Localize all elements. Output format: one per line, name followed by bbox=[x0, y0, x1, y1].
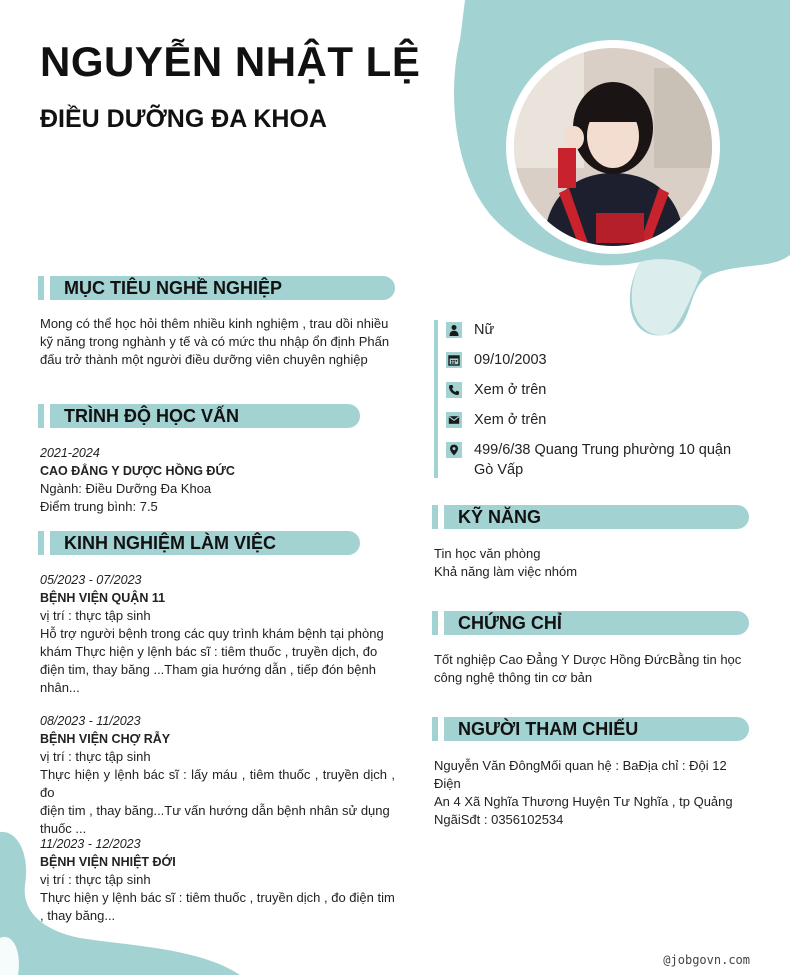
contact-accent-bar bbox=[434, 320, 438, 478]
contact-address: 499/6/38 Quang Trung phường 10 quận Gò Vấp bbox=[446, 440, 731, 480]
skills-list bbox=[434, 545, 754, 581]
objective-text: Mong có thể học hỏi thêm nhiều kinh nghiệm , trau dồi nhiều kỹ năng trong nghành y tế và có mức thu nhập ổn định Phấn đấu trở thành một người điều dưỡng viên chuyên nghiệp bbox=[40, 316, 390, 367]
education-heading bbox=[40, 404, 360, 428]
skills-heading bbox=[434, 505, 749, 529]
contact-birthday: 09/10/2003 bbox=[446, 350, 547, 370]
watermark: @jobgovn.com bbox=[663, 953, 750, 967]
references-text: Nguyễn Văn ĐôngMối quan hệ : BaĐịa chỉ : Đội 12 Điện An 4 Xã Nghĩa Thương Huyện Tư Nghĩa , tp Quảng NgãiSđt : 0356102534 bbox=[434, 758, 733, 827]
references-heading-label: NGƯỜI THAM CHIẾU bbox=[458, 718, 639, 739]
skill-item: Khả năng làm việc nhóm bbox=[434, 564, 578, 579]
contact-phone: Xem ở trên bbox=[446, 380, 546, 400]
education-entry bbox=[40, 444, 400, 516]
certificates-text: Tốt nghiệp Cao Đẳng Y Dược Hồng ĐứcBằng tin học công nghệ thông tin cơ bản bbox=[434, 652, 742, 685]
certificates-heading bbox=[434, 611, 749, 635]
candidate-name: NGUYỄN NHẬT LỆ bbox=[40, 38, 421, 85]
education-school: CAO ĐẲNG Y DƯỢC HỒNG ĐỨC bbox=[40, 464, 235, 478]
person-icon bbox=[446, 322, 462, 338]
location-icon bbox=[446, 442, 462, 458]
experience-item: 05/2023 - 07/2023 BỆNH VIỆN QUẬN 11 vị trí : thực tập sinh Hỗ trợ người bệnh trong các quy trình khám bệnh tại phòng khám Thực hiện y lệnh bác sĩ : tiêm thuốc , truyền dịch, đo điện tim, thay băng ...Tham gia hướng dẫn , tiếp đón bệnh nhân... bbox=[40, 573, 384, 695]
education-period: 2021-2024 bbox=[40, 446, 100, 460]
objective-heading bbox=[40, 276, 395, 300]
experience-heading bbox=[40, 531, 360, 555]
contact-email: Xem ở trên bbox=[446, 410, 546, 430]
certificates-heading-label: CHỨNG CHỈ bbox=[458, 612, 562, 633]
references-heading bbox=[434, 717, 749, 741]
experience-heading-label: KINH NGHIỆM LÀM VIỆC bbox=[64, 532, 277, 553]
profile-photo bbox=[514, 48, 712, 246]
skills-heading-label: KỸ NĂNG bbox=[458, 506, 542, 527]
objective-heading-label: MỤC TIÊU NGHỀ NGHIỆP bbox=[64, 277, 283, 298]
education-major: Ngành: Điều Dưỡng Đa Khoa bbox=[40, 481, 212, 496]
education-heading-label: TRÌNH ĐỘ HỌC VẤN bbox=[64, 405, 239, 426]
mail-icon bbox=[446, 412, 462, 428]
education-gpa: Điểm trung bình: 7.5 bbox=[40, 499, 158, 514]
contact-gender: Nữ bbox=[446, 320, 494, 340]
experience-item: 08/2023 - 11/2023 BỆNH VIỆN CHỢ RẪY vị trí : thực tập sinh Thực hiện y lệnh bác sĩ : lấy máu , tiêm thuốc , truyền dịch , đo điện tim , thay băng...Tư vấn hướng dẫn bệnh nhân sử dụng thuốc ... bbox=[40, 714, 395, 836]
skill-item: Tin học văn phòng bbox=[434, 546, 541, 561]
phone-icon bbox=[446, 382, 462, 398]
calendar-icon bbox=[446, 352, 462, 368]
candidate-title: ĐIỀU DƯỠNG ĐA KHOA bbox=[40, 105, 327, 133]
experience-item: 11/2023 - 12/2023 BỆNH VIỆN NHIỆT ĐỚI vị trí : thực tập sinh Thực hiện y lệnh bác sĩ : tiêm thuốc , truyền dịch , đo điện tim , thay băng... bbox=[40, 837, 395, 923]
